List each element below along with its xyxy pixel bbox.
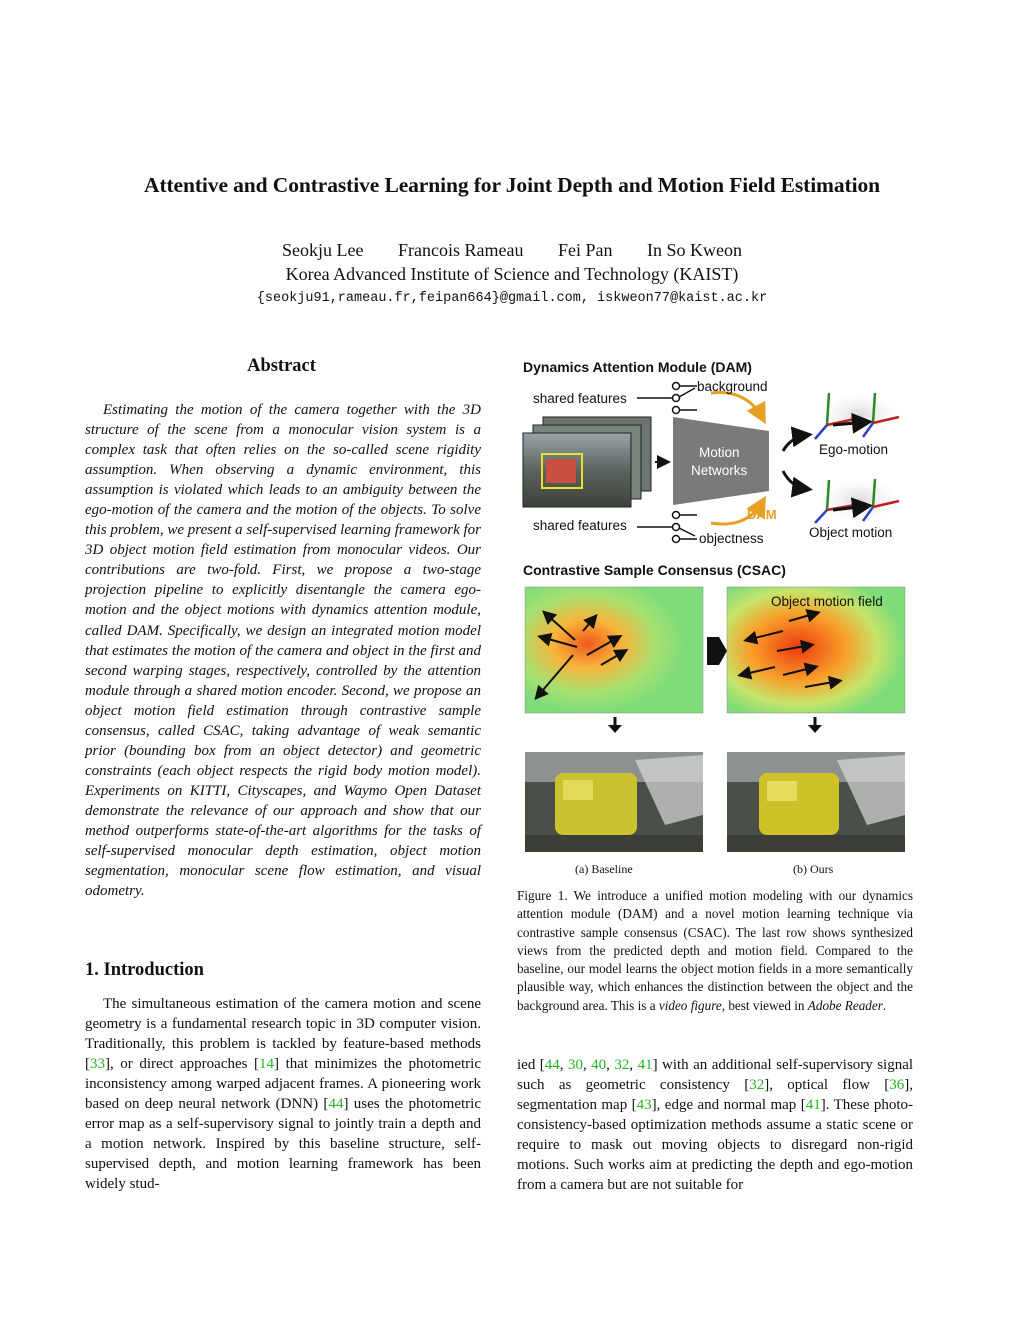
citation-link[interactable]: 32: [614, 1057, 630, 1073]
switch-node: [673, 512, 680, 519]
baseline-heatmap: [525, 587, 703, 713]
shared-features-label: shared features: [533, 518, 627, 533]
output-arrow-icon: [783, 435, 807, 451]
connector-line: [679, 388, 695, 397]
shared-features-label: shared features: [533, 391, 627, 406]
text-run: ] uses the photometric error map as a self-supervisory signal to jointly train a depth and a motion network. Inspired by this baseline structure, self-supervised depth, and motion learning framework has been widely stud-: [85, 1096, 481, 1193]
motion-networks-label: Networks: [691, 463, 748, 478]
author-list: [0, 240, 1024, 261]
author-name: Fei Pan: [557, 240, 613, 260]
author-name: Seokju Lee: [282, 240, 364, 260]
text-run: The simultaneous estimation of the camera motion and scene geometry is a fundamental research topic in 3D computer vision. Traditionally, this problem is tackled by feature-based methods [: [85, 996, 481, 1073]
citation-link[interactable]: 41: [637, 1057, 653, 1073]
citation-link[interactable]: 44: [544, 1057, 560, 1073]
text-run: ]. These photo-consistency-based optimization methods assume a static scene or require to mask out moving objects to disregard non-rigid motions. Such works aim at predicting the depth and ego-motion from a camera but are not suitable for: [517, 1097, 913, 1194]
text-run: , best viewed in: [721, 997, 808, 1013]
arrow-right-icon: [707, 637, 727, 665]
author-name: Francois Rameau: [398, 240, 524, 260]
citation-link[interactable]: 32: [749, 1077, 765, 1094]
text-run-italic: Adobe Reader: [807, 997, 883, 1013]
text-run-italic: video figure: [658, 997, 722, 1013]
text-run: ied [: [517, 1057, 545, 1073]
section-heading-introduction: 1. Introduction: [85, 960, 204, 980]
dam-title: Dynamics Attention Module (DAM): [523, 359, 752, 375]
text-run: ], or direct approaches [: [105, 1056, 260, 1073]
object-motion-label: Object motion: [809, 525, 893, 540]
intro-paragraph-1: [85, 994, 481, 1194]
ego-motion-label: Ego-motion: [819, 442, 889, 457]
objectness-label: objectness: [699, 531, 764, 546]
citation-link[interactable]: 33: [90, 1056, 105, 1073]
connector-line: [679, 528, 695, 536]
text-run: ,: [559, 1057, 568, 1073]
abstract-text: Estimating the motion of the camera together with the 3D structure of the scene from a monocular vision system is a complex task that often relies on the so-called scene rigidity assumption. When observing a dynamic environment, this assumption is violated which leads to an ambiguity between the ego-motion of the camera and the motion of the objects. To solve this problem, we present a self-supervised learning framework for 3D object motion field estimation from monocular videos. Our contributions are two-fold. First, we propose a two-stage projection pipeline to explicitly disentangle the camera ego-motion and the object motions with dynamics attention module, called DAM. Specifically, we design an integrated motion model that estimates the motion of the camera and object in the first and second warping stages, respectively, controlled by the attention module through a shared motion encoder. Second, we propose an object motion field estimation through contrastive sample consensus, called CSAC, taking advantage of weak semantic prior (bounding box from an object detector) and geometric constraints (each object respects the rigid body motion model). Experiments on KITTI, Cityscapes, and Waymo Open Dataset demonstrate the relevance of our approach and show that our method outperforms state-of-the-art algorithms for the tasks of self-supervised monocular depth estimation, object motion segmentation, monocular scene flow estimation, and visual odometry.: [85, 402, 481, 900]
text-run: ] that minimizes the photometric inconsistency among warped adjacent frames. A pioneering work based on deep neural network (DNN) [: [85, 1056, 481, 1113]
motion-network-block: [673, 417, 769, 505]
citation-link[interactable]: 43: [636, 1097, 652, 1114]
csac-title: Contrastive Sample Consensus (CSAC): [523, 562, 786, 578]
text-run: ,: [629, 1057, 638, 1073]
citation-link[interactable]: 44: [328, 1096, 344, 1113]
subfigure-a-caption: (a) Baseline: [575, 862, 633, 876]
attention-arc: [711, 393, 763, 419]
output-arrow-icon: [783, 471, 807, 489]
ego-motion-axes-icon: [815, 390, 905, 440]
subfigure-b-caption: (b) Ours: [793, 862, 834, 876]
citation-link[interactable]: 36: [889, 1077, 905, 1094]
baseline-synthesized-view: [525, 752, 703, 852]
citation-link[interactable]: 40: [591, 1057, 607, 1073]
switch-node: [673, 395, 680, 402]
switch-node: [673, 536, 680, 543]
motion-networks-label: Motion: [699, 445, 740, 460]
author-name: In So Kweon: [646, 240, 742, 260]
citation-link[interactable]: 14: [259, 1056, 275, 1073]
ours-synthesized-view: [727, 752, 905, 852]
object-motion-field-label: Object motion field: [771, 594, 883, 609]
figure-1: [515, 355, 915, 885]
text-run: ], edge and normal map [: [651, 1097, 806, 1114]
citation-link[interactable]: 30: [567, 1057, 583, 1073]
text-run: ], segmentation map [: [517, 1077, 913, 1114]
text-run: ,: [606, 1057, 615, 1073]
intro-paragraph-2: [517, 1055, 913, 1195]
background-label: background: [697, 379, 768, 394]
abstract-heading: Abstract: [247, 356, 316, 376]
author-emails: {seokju91,rameau.fr,feipan664}@gmail.com, iskweon77@kaist.ac.kr: [256, 291, 768, 306]
affiliation: Korea Advanced Institute of Science and Technology (KAIST): [285, 264, 739, 284]
input-frames: [523, 417, 651, 507]
figure-1-graphics: [515, 355, 915, 885]
text-run: Figure 1. We introduce a unified motion modeling with our dynamics attention module (DAM) and a novel motion learning technique via contrastive sample consensus (CSAC). The last row shows synthesized views from the predicted depth and motion field. Compared to the baseline, our model learns the object motion fields in a more semantically plausible way, which enhances the distinction between the object and the background area. This is a: [517, 888, 913, 1013]
switch-node: [673, 524, 680, 531]
citation-link[interactable]: 41: [805, 1097, 821, 1114]
switch-node: [673, 407, 680, 414]
text-run: .: [882, 997, 887, 1013]
switch-node: [673, 383, 680, 390]
text-run: ,: [582, 1057, 592, 1073]
arrow-down-icon: [808, 717, 822, 733]
text-run: ] with an additional self-supervisory signal such as geometric consistency [: [517, 1057, 914, 1094]
text-run: ], optical flow [: [764, 1077, 890, 1094]
object-motion-axes-icon: [815, 475, 905, 525]
paper-title: Attentive and Contrastive Learning for Joint Depth and Motion Field Estimation: [144, 173, 880, 197]
figure-1-caption: [517, 887, 913, 1015]
dam-tag: DAM: [747, 507, 777, 522]
arrow-down-icon: [608, 717, 622, 733]
